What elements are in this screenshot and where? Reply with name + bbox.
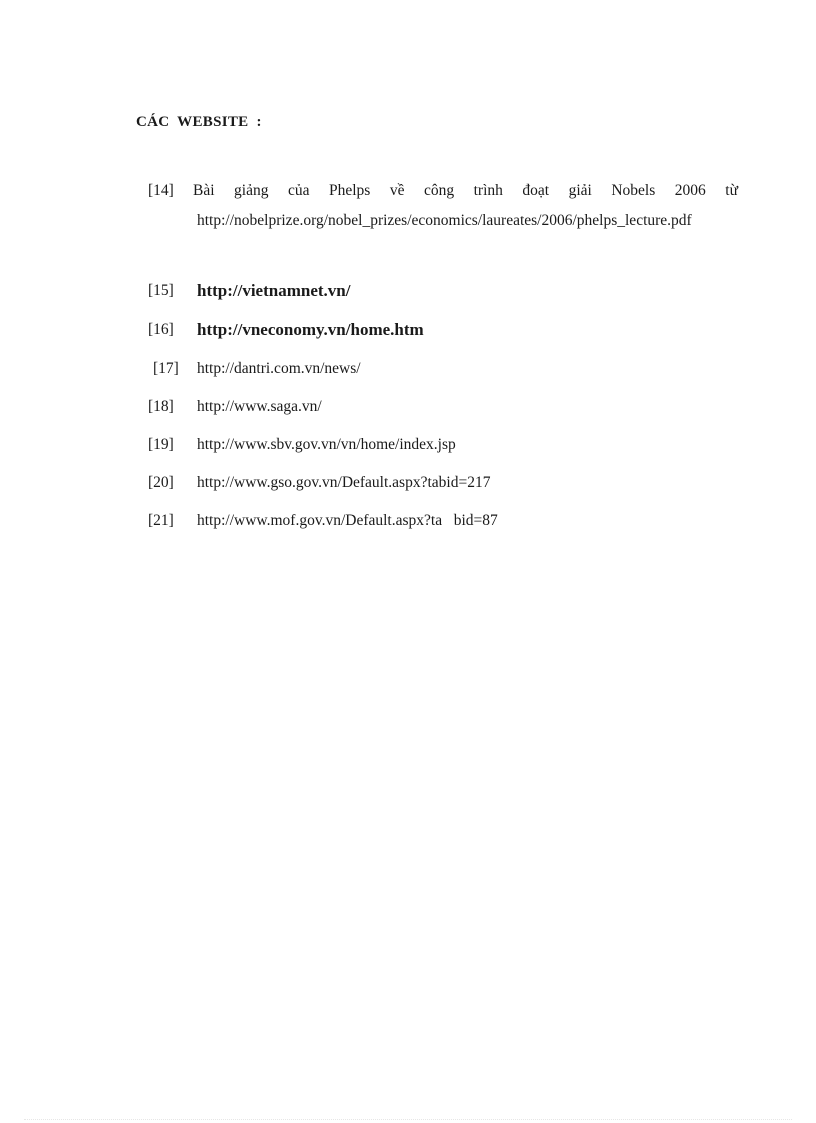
- reference-number: [15]: [148, 282, 174, 299]
- reference-link[interactable]: http://www.mof.gov.vn/Default.aspx?ta bid=87: [197, 512, 498, 529]
- reference-number: [18]: [148, 398, 174, 415]
- reference-link[interactable]: http://www.gso.gov.vn/Default.aspx?tabid=217: [197, 474, 491, 491]
- reference-number: [14]: [148, 182, 174, 199]
- reference-link[interactable]: http://vietnamnet.vn/: [197, 281, 351, 300]
- reference-link[interactable]: http://www.sbv.gov.vn/vn/home/index.jsp: [197, 436, 456, 453]
- reference-number: [17]: [153, 360, 179, 377]
- reference-number: [21]: [148, 512, 174, 529]
- reference-title: Bài giảng của Phelps về công trình đoạt giải Nobels 2006 từ: [193, 182, 738, 199]
- reference-number: [19]: [148, 436, 174, 453]
- page-bottom-divider: [24, 1119, 792, 1120]
- section-heading: CÁC WEBSITE :: [136, 114, 262, 130]
- reference-link[interactable]: http://dantri.com.vn/news/: [197, 360, 361, 377]
- reference-link[interactable]: http://www.saga.vn/: [197, 398, 322, 415]
- reference-link[interactable]: http://vneconomy.vn/home.htm: [197, 320, 424, 339]
- reference-link[interactable]: http://nobelprize.org/nobel_prizes/economics/laureates/2006/phelps_lecture.pdf: [197, 212, 692, 229]
- reference-number: [16]: [148, 321, 174, 338]
- reference-number: [20]: [148, 474, 174, 491]
